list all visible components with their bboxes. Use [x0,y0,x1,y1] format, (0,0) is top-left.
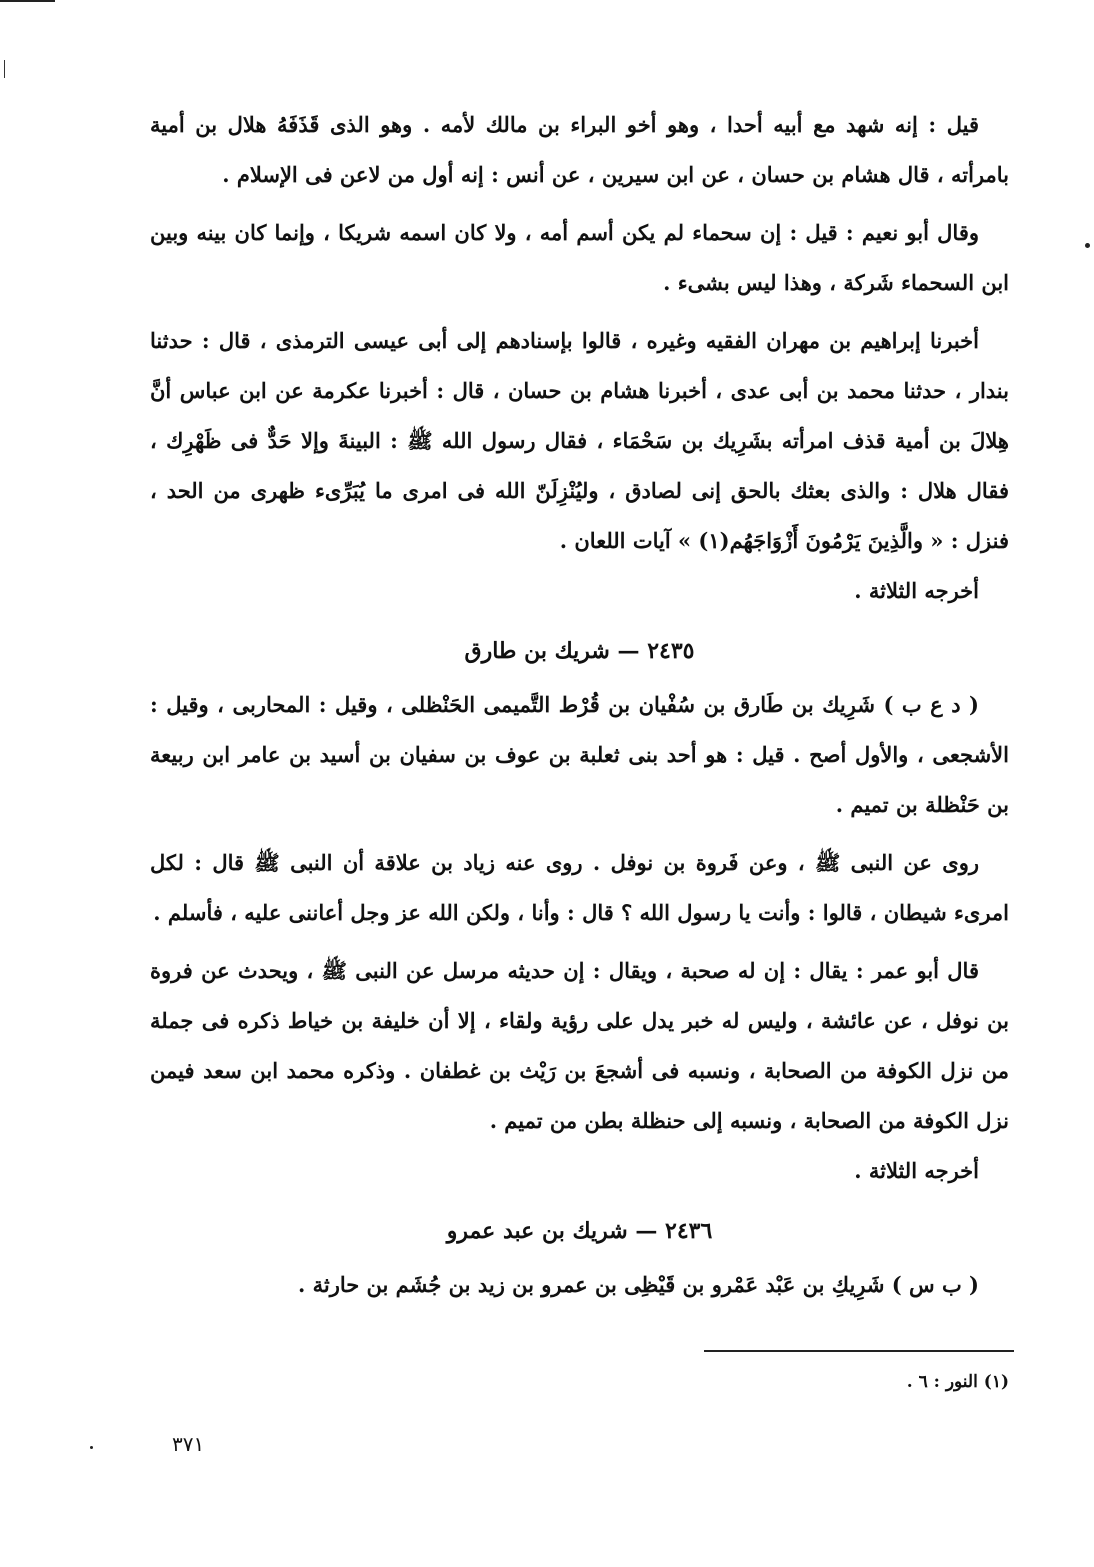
paragraph: ( ب س ) شَرِيكِ بن عَبْد عَمْرو بن قَيْظِى بن عمرو بن زيد بن جُشَم بن حارثة . [297,1272,979,1297]
margin-dot [90,1446,93,1449]
page-number: ٣٧١ [172,1432,205,1456]
paragraph: قال أبو عمر : يقال : إن له صحبة ، ويقال : إن حديثه مرسل عن النبى ﷺ ، ويحدث عن فروة بن نوفل ، عن عائشة ، وليس له خبر يدل على رؤية ولقاء ، إلا أن خليفة بن خياط ذكره فى جملة من نزل الكوفة من الصحابة ، ونسبه فى أشجعَ بن رَيْث بن غطفان . وذكره محمد ابن سعد فيمن نزل الكوفة من الصحابة ، ونسبه إلى حنظلة بطن من تميم . [150,958,1009,1133]
corner-rule [0,0,55,2]
margin-dot [1085,243,1090,248]
main-text [150,100,1009,1310]
footnote-divider [704,1350,1014,1352]
paragraph: روى عن النبى ﷺ ، وعن فَروة بن نوفل . روى عنه زياد بن علاقة أن النبى ﷺ قال : لكل امرىء شيطان ، قالوا : وأنت يا رسول الله ؟ قال : وأنا ، ولكن الله عز وجل أعاننى عليه ، فأسلم . [150,850,1009,925]
footnote: (١) النور : ٦ . [906,1372,1009,1392]
attribution-line: أخرجه الثلاثة . [854,1158,979,1183]
section-heading: ٢٤٣٦ — شريك بن عبد عمرو [446,1218,713,1244]
section-heading: ٢٤٣٥ — شريك بن طارق [464,638,695,664]
paragraph: ( د ع ب ) شَرِيك بن طَارق بن سُفْيان بن قُرْط التَّميمى الحَنْظلى ، وقيل : المحاربى ، وقيل : الأشجعى ، والأول أصح . قيل : هو أحد بنى ثعلبة بن عوف بن سفيان بن أسيد بن عامر ابن ربيعة بن حَنْظلة بن تميم . [150,692,1009,817]
paragraph: وقال أبو نعيم : قيل : إن سحماء لم يكن أسم أمه ، ولا كان اسمه شريكا ، وإنما كان بينه وبين ابن السحماء شَركة ، وهذا ليس بشىء . [150,220,1009,295]
paragraph: أخبرنا إبراهيم بن مهران الفقيه وغيره ، قالوا بإسنادهم إلى أبى عيسى الترمذى ، قال : حدثنا بندار ، حدثنا محمد بن أبى عدى ، أخبرنا هشام بن حسان ، قال : أخبرنا عكرمة عن ابن عباس أنَّ هِلالَ بن أمية قذف امرأته بشَرِيك بن سَحْمَاء ، فقال رسول الله ﷺ : البينةَ وإلا حَدٌّ فى ظَهْرِك ، فقال هلال : والذى بعثك بالحق إنى لصادق ، وليُنْزِلَنّ الله فى امرى ما يُبَرِّىء ظهرى من الحد ، فنزل : « والَّذِينَ يَرْمُونَ أَزْوَاجَهُم(١) » آيات اللعان . [150,328,1009,553]
margin-tick [4,60,5,78]
paragraph: قيل : إنه شهد مع أبيه أحدا ، وهو أخو البراء بن مالك لأمه . وهو الذى قَذَفَهُ هلال بن أمية بامرأته ، قال هشام بن حسان ، عن ابن سيرين ، عن أنس : إنه أول من لاعن فى الإسلام . [150,112,1009,187]
attribution-line: أخرجه الثلاثة . [854,578,979,603]
